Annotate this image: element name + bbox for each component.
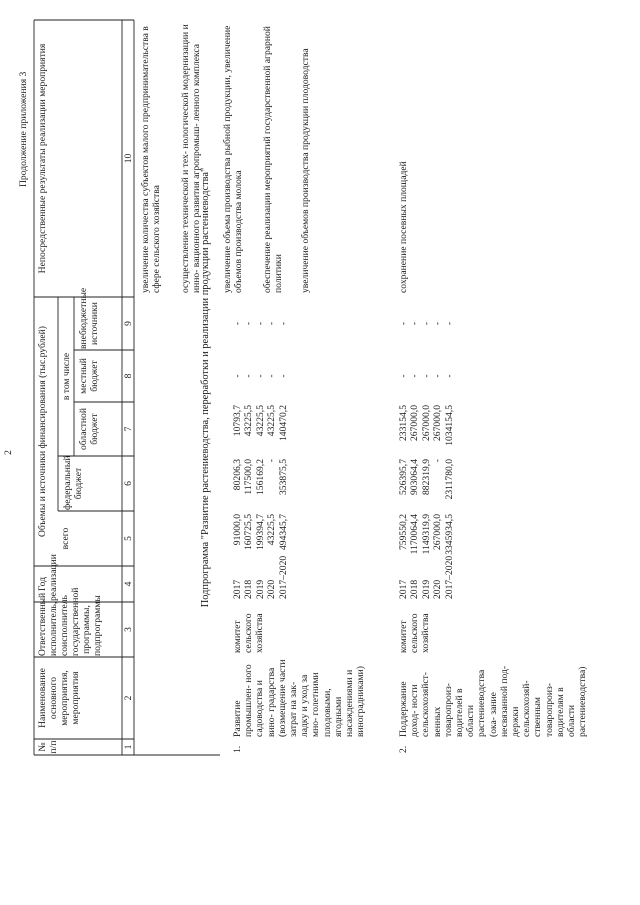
- row-total-value: 160725,5: [243, 514, 255, 550]
- row-regional-value: 43225,5: [254, 405, 266, 437]
- row-years-value: 2020: [266, 579, 278, 599]
- row-federal-value: 526395,7: [398, 459, 409, 495]
- row-result: увеличение количества субъектов малого предпринимательства в сфере сельского хозяйства: [140, 26, 163, 293]
- row-local-value: -: [409, 374, 421, 378]
- row-federal-value: 117500,0: [243, 459, 255, 495]
- row-years-value: 2017: [232, 579, 243, 599]
- row-total-value: 494345,7: [277, 514, 289, 550]
- row-extra-value: -: [432, 321, 444, 326]
- row-years: [398, 555, 455, 599]
- row-years-value: 2019: [420, 579, 432, 599]
- row-years-value: 2017–2020: [443, 555, 455, 599]
- row-years-value: 2017–2020: [277, 555, 289, 599]
- header-extrabudget: внебюджетные источники: [78, 287, 100, 349]
- row-extra-value: -: [243, 321, 255, 326]
- row-result: осуществление технической и тех- нологической модернизации и инно- вационного развития агропромыш- ленного комплекса: [180, 24, 203, 293]
- row-total-value: 91000,0: [232, 514, 243, 546]
- row-result: увеличение объема производства рыбной продукции, увеличение объемов производства молока: [222, 25, 245, 293]
- header-including: в том числе: [61, 352, 72, 401]
- header-federal: федеральный бюджет: [62, 455, 84, 510]
- row-federal: [232, 459, 289, 508]
- row-total-value: 3345934,5: [443, 514, 455, 555]
- col-number: 5: [123, 536, 134, 541]
- header-results: Непосредственные результаты реализации мероприятия: [37, 43, 48, 274]
- row-federal-value: 2311780,0: [443, 459, 455, 500]
- row-local-value: -: [232, 374, 243, 378]
- row-total-value: 267000,0: [432, 514, 444, 550]
- row-years-value: 2017: [398, 579, 409, 599]
- row-local-value: -: [254, 374, 266, 378]
- row-extra-value: -: [232, 321, 243, 326]
- col-number: 6: [123, 481, 134, 486]
- row-total-value: 1170064,4: [409, 514, 421, 555]
- row-local-value: -: [266, 374, 278, 378]
- row-extra: [398, 300, 455, 347]
- row-number: 1.: [232, 745, 243, 753]
- row-local-value: -: [243, 374, 255, 378]
- row-federal-value: 903064,4: [409, 459, 421, 495]
- header-no: № п/п: [37, 740, 59, 754]
- row-regional: [398, 405, 455, 453]
- col-number: 8: [123, 373, 134, 379]
- row-result: сохранение посевных площадей: [398, 161, 409, 293]
- row-federal-value: 353875,5: [277, 459, 289, 495]
- row-federal-value: 882319,9: [420, 459, 432, 495]
- row-regional: [232, 405, 289, 453]
- row-local-value: -: [398, 374, 409, 378]
- row-total-value: 43225,5: [266, 514, 278, 546]
- row-years-value: 2020: [432, 579, 444, 599]
- row-years-value: 2019: [254, 579, 266, 599]
- subprogram-title: Подпрограмма "Развитие растениеводства, переработки и реализации продукции растениеводства": [200, 167, 211, 608]
- row-extra-value: -: [266, 321, 278, 326]
- header-executor: Ответственный исполнитель, соисполнитель государственной программы, подпрограммы: [37, 587, 103, 656]
- page-number: 2: [3, 450, 14, 455]
- row-extra: [232, 300, 289, 347]
- row-years-value: 2018: [243, 579, 255, 599]
- row-result: увеличение объемов производства продукции плодоводства: [300, 48, 311, 293]
- row-regional-value: 1034154,5: [443, 405, 455, 446]
- row-federal: [398, 459, 455, 508]
- row-local-value: -: [443, 374, 455, 378]
- row-local: [232, 353, 289, 399]
- row-extra-value: -: [443, 321, 455, 326]
- row-regional-value: 140470,2: [277, 405, 289, 441]
- row-local-value: -: [432, 374, 444, 378]
- row-total-value: 1149319,9: [420, 514, 432, 555]
- header-year: Год реализации: [37, 554, 59, 601]
- row-extra-value: -: [420, 321, 432, 326]
- row-years-value: 2018: [409, 579, 421, 599]
- row-result: обеспечение реализации мероприятий государственной аграрной политики: [262, 26, 285, 293]
- header-funding: Объемы и источники финансирования (тыс.рублей): [37, 326, 48, 537]
- row-federal-value: 156169,2: [254, 459, 266, 495]
- row-regional-value: 267000,0: [420, 405, 432, 441]
- col-number: 3: [123, 627, 134, 632]
- row-number: 2.: [398, 745, 409, 753]
- col-number: 2: [123, 695, 134, 701]
- header-local: местный бюджет: [78, 358, 100, 394]
- col-number: 10: [123, 153, 134, 164]
- row-local-value: -: [420, 374, 432, 378]
- header-name: Наименование основного мероприятия, мероприятия: [37, 668, 81, 728]
- row-regional-value: 267000,0: [432, 405, 444, 441]
- header-total: всего: [60, 527, 71, 550]
- row-name: Поддержание доход- ности сельскохозяйст- венных товаропроиз- водителей в области растениеводства (ока- зание несвязанной под- держки сельскохозяй- ственным товаропроиз- водителям в области растениеводства): [398, 665, 589, 737]
- row-federal-value: -: [266, 459, 278, 463]
- col-number: 1: [123, 744, 134, 750]
- row-extra-value: -: [277, 321, 289, 326]
- row-regional-value: 10793,7: [232, 405, 243, 437]
- row-name: Развитие промышлен- ного садоводства и вино- градарства (возмещение части затрат на зак- ладку и уход за мно- голетними плодовыми, ягодными насаждениями и виноградниками): [232, 659, 367, 737]
- col-number: 7: [123, 426, 134, 432]
- header-regional: областной бюджет: [78, 408, 100, 451]
- row-federal-value: 80206,3: [232, 459, 243, 491]
- continuation-label: Продолжение приложения 3: [18, 71, 29, 187]
- row-regional-value: 43225,5: [243, 405, 255, 437]
- row-extra-value: -: [254, 321, 266, 326]
- row-regional-value: 267000,0: [409, 405, 421, 441]
- row-regional-value: 233154,5: [398, 405, 409, 441]
- row-total-value: 759550,2: [398, 514, 409, 550]
- row-local: [398, 353, 455, 399]
- row-total: [398, 514, 455, 563]
- row-executor: комитет сельского хозяйства: [398, 613, 432, 653]
- row-regional-value: 43225,5: [266, 405, 278, 437]
- row-federal-value: -: [432, 459, 444, 463]
- row-extra-value: -: [409, 321, 421, 326]
- row-extra-value: -: [398, 321, 409, 326]
- row-total-value: 199394,7: [254, 514, 266, 550]
- row-total: [232, 514, 289, 563]
- row-executor: комитет сельского хозяйства: [232, 613, 266, 653]
- col-number: 9: [123, 321, 134, 326]
- row-years: [232, 555, 289, 599]
- col-number: 4: [123, 581, 134, 587]
- row-local-value: -: [277, 374, 289, 378]
